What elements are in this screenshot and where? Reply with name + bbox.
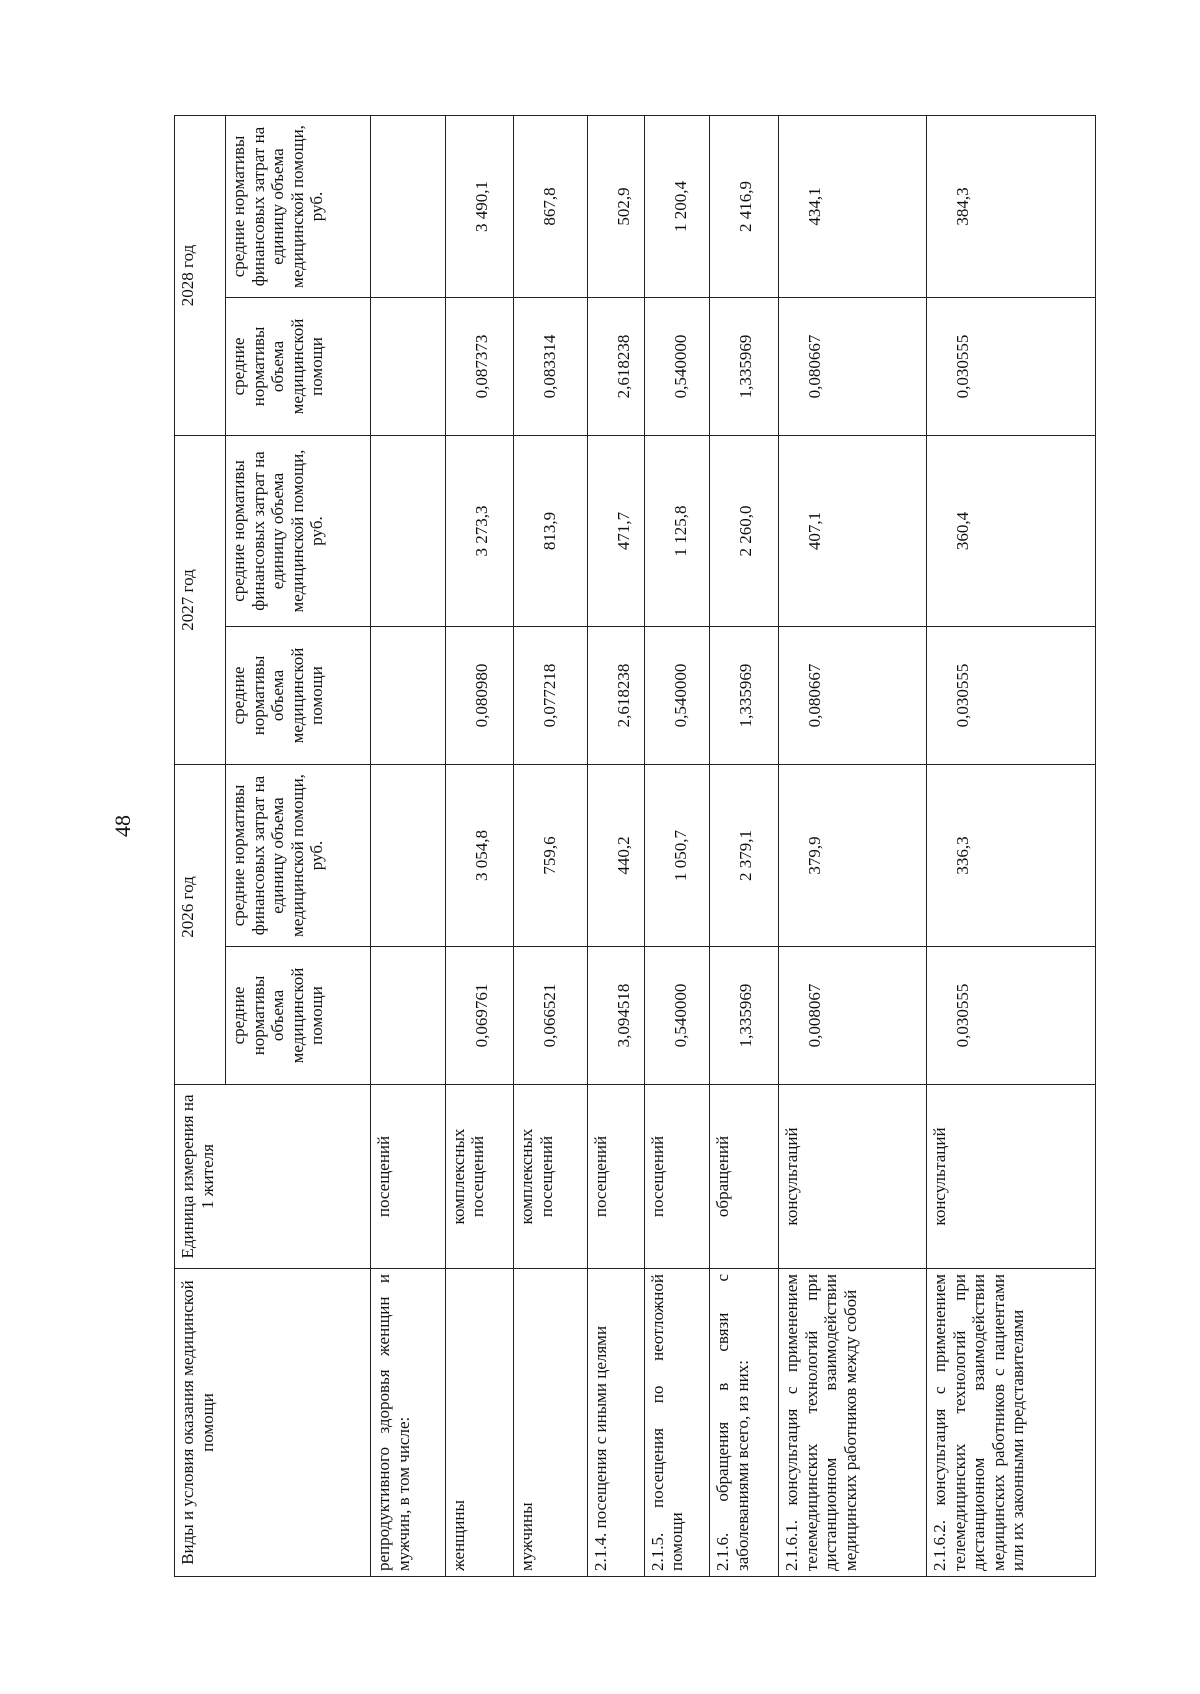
cell-unit: комплексных посещений xyxy=(445,1085,514,1269)
cell-finance-2028: 502,9 xyxy=(587,116,644,298)
table-row xyxy=(644,116,709,1577)
cell-finance-2027: 813,9 xyxy=(514,436,587,627)
cell-volume-2027: 1,335969 xyxy=(710,627,779,765)
header-year-2026: 2026 год xyxy=(175,765,226,1085)
page-number: 48 xyxy=(110,815,135,837)
cell-finance-2026: 759,6 xyxy=(514,765,587,947)
cell-volume-2026: 1,335969 xyxy=(710,947,779,1085)
cell-volume-2028 xyxy=(371,298,446,436)
cell-finance-2026: 379,9 xyxy=(779,765,927,947)
header-year-2027: 2027 год xyxy=(175,436,226,765)
cell-finance-2027: 2 260,0 xyxy=(710,436,779,627)
cell-type: 2.1.6. обращения в связи с заболеваниями всего, из них: xyxy=(710,1269,779,1577)
cell-finance-2026: 3 054,8 xyxy=(445,765,514,947)
cell-unit: посещений xyxy=(644,1085,709,1269)
cell-type: 2.1.5. посещения по неотложной помощи xyxy=(644,1269,709,1577)
cell-volume-2028: 0,080667 xyxy=(779,298,927,436)
table-row xyxy=(445,116,514,1577)
cell-volume-2027: 0,540000 xyxy=(644,627,709,765)
header-row-years xyxy=(175,116,226,1577)
header-finance-2026: средние нормативы финансовых затрат на единицу объема медицинской помощи, руб. xyxy=(226,765,371,947)
cell-volume-2027: 0,030555 xyxy=(927,627,1096,765)
cell-unit: комплексных посещений xyxy=(514,1085,587,1269)
header-volume-2026: средние нормативы объема медицинской помощи xyxy=(226,947,371,1085)
cell-finance-2027: 471,7 xyxy=(587,436,644,627)
cell-finance-2028: 2 416,9 xyxy=(710,116,779,298)
cell-finance-2026: 1 050,7 xyxy=(644,765,709,947)
cell-finance-2028: 384,3 xyxy=(927,116,1096,298)
cell-volume-2026: 0,008067 xyxy=(779,947,927,1085)
header-volume-2027: средние нормативы объема медицинской помощи xyxy=(226,627,371,765)
cell-volume-2027: 2,618238 xyxy=(587,627,644,765)
cell-volume-2026: 0,066521 xyxy=(514,947,587,1085)
cell-volume-2028: 2,618238 xyxy=(587,298,644,436)
cell-volume-2027: 0,080667 xyxy=(779,627,927,765)
rotated-table-wrapper xyxy=(174,115,1096,1577)
cell-finance-2026: 440,2 xyxy=(587,765,644,947)
cell-type: женщины xyxy=(445,1269,514,1577)
cell-unit: консультаций xyxy=(779,1085,927,1269)
cell-finance-2027 xyxy=(371,436,446,627)
header-volume-2028: средние нормативы объема медицинской помощи xyxy=(226,298,371,436)
cell-unit: консультаций xyxy=(927,1085,1096,1269)
table-row xyxy=(371,116,446,1577)
cell-finance-2026: 336,3 xyxy=(927,765,1096,947)
cell-volume-2026: 0,030555 xyxy=(927,947,1096,1085)
cell-type: 2.1.6.2. консультация с применением телемедицинских технологий при дистанционном взаимодействии медицинских работников с пациентами или их законными представителями xyxy=(927,1269,1096,1577)
cell-volume-2026 xyxy=(371,947,446,1085)
cell-finance-2026: 2 379,1 xyxy=(710,765,779,947)
cell-unit: посещений xyxy=(371,1085,446,1269)
table-row xyxy=(779,116,927,1577)
header-finance-2027: средние нормативы финансовых затрат на единицу объема медицинской помощи, руб. xyxy=(226,436,371,627)
cell-finance-2027: 1 125,8 xyxy=(644,436,709,627)
cell-finance-2027: 3 273,3 xyxy=(445,436,514,627)
cell-finance-2028: 434,1 xyxy=(779,116,927,298)
cell-volume-2026: 0,069761 xyxy=(445,947,514,1085)
header-type: Виды и условия оказания медицинской помощи xyxy=(175,1269,371,1577)
cell-volume-2026: 0,540000 xyxy=(644,947,709,1085)
cell-finance-2027: 360,4 xyxy=(927,436,1096,627)
cell-volume-2027: 0,080980 xyxy=(445,627,514,765)
cell-type: мужчины xyxy=(514,1269,587,1577)
cell-type: 2.1.6.1. консультация с применением телемедицинских технологий при дистанционном взаимодействии медицинских работников между собой xyxy=(779,1269,927,1577)
cell-finance-2028: 867,8 xyxy=(514,116,587,298)
cell-volume-2028: 1,335969 xyxy=(710,298,779,436)
cell-unit: обращений xyxy=(710,1085,779,1269)
header-year-2028: 2028 год xyxy=(175,116,226,436)
table-row xyxy=(514,116,587,1577)
cell-volume-2028: 0,083314 xyxy=(514,298,587,436)
cell-finance-2027: 407,1 xyxy=(779,436,927,627)
cell-finance-2028 xyxy=(371,116,446,298)
cell-type: репродуктивного здоровья женщин и мужчин, в том числе: xyxy=(371,1269,446,1577)
header-unit: Единица измерения на 1 жителя xyxy=(175,1085,371,1269)
cell-finance-2028: 3 490,1 xyxy=(445,116,514,298)
header-finance-2028: средние нормативы финансовых затрат на единицу объема медицинской помощи, руб. xyxy=(226,116,371,298)
table-row xyxy=(587,116,644,1577)
table-row xyxy=(710,116,779,1577)
cell-unit: посещений xyxy=(587,1085,644,1269)
cell-volume-2027: 0,077218 xyxy=(514,627,587,765)
cell-volume-2027 xyxy=(371,627,446,765)
cell-volume-2028: 0,540000 xyxy=(644,298,709,436)
cell-finance-2026 xyxy=(371,765,446,947)
medical-care-standards-table xyxy=(174,115,1096,1577)
cell-volume-2028: 0,030555 xyxy=(927,298,1096,436)
cell-volume-2026: 3,094518 xyxy=(587,947,644,1085)
cell-finance-2028: 1 200,4 xyxy=(644,116,709,298)
cell-type: 2.1.4. посещения с иными целями xyxy=(587,1269,644,1577)
table-row xyxy=(927,116,1096,1577)
cell-volume-2028: 0,087373 xyxy=(445,298,514,436)
